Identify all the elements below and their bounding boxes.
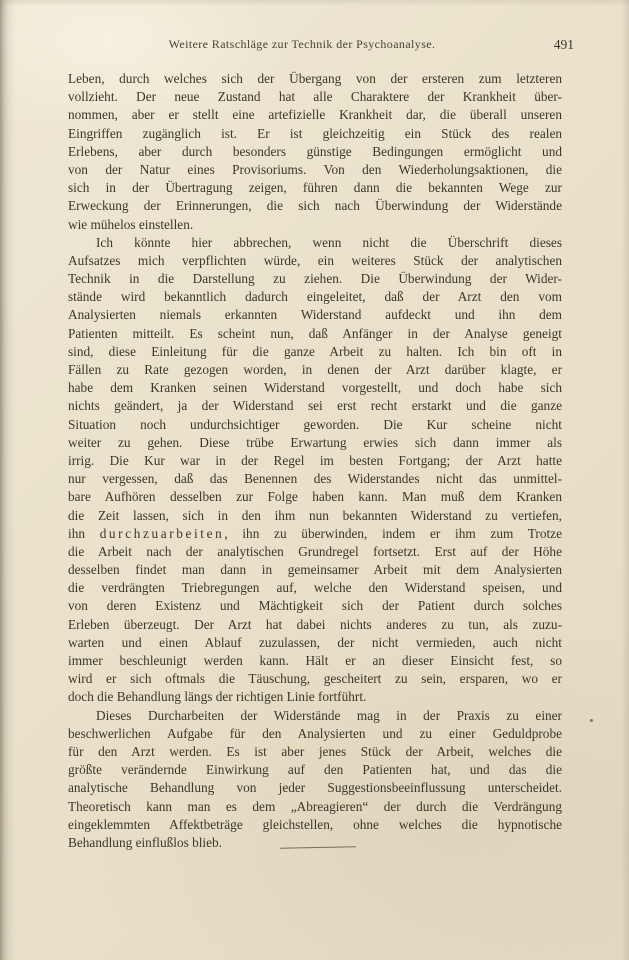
emphasized-spaced-word: durchzuarbeiten — [99, 525, 225, 541]
text-line: Aufsatzes mich verpflichten würde, ein weiteres Stück der analytischen — [68, 252, 562, 268]
text-line: Technik in die Darstellung zu ziehen. Die Überwindung der Wider- — [68, 271, 562, 287]
text-line: nommen, aber er stellt eine artefizielle Krankheit dar, die überall unseren — [68, 107, 562, 123]
text-line: eingeklemmten Affektbeträge gleichstellen, ohne welches die hypnotische — [68, 816, 562, 832]
ink-speck — [590, 719, 593, 722]
text-line: Fällen zu Rate gezogen worden, in denen der Arzt darüber klagte, er — [68, 362, 562, 377]
text-line: beschwerlichen Aufgabe für den Analysierten und zu einer Geduldprobe — [68, 725, 562, 741]
text-line: immer beschleunigt werden kann. Hält er an dieser Einsicht fest, so — [68, 653, 562, 668]
paragraph — [68, 70, 562, 234]
paragraph — [68, 707, 562, 853]
text-line: wird er sich oftmals die Täuschung, gescheitert zu sein, ersparen, wo er — [68, 671, 562, 687]
text-line: Analysierten niemals erkannten Widerstand aufdeckt und ihn dem — [68, 307, 562, 323]
running-head — [68, 37, 574, 53]
text-segment: , ihn zu überwinden, indem er ihm zum Trotze — [224, 525, 562, 541]
running-head-title: Weitere Ratschläge zur Technik der Psychoanalyse. — [168, 37, 436, 51]
page-body — [68, 70, 562, 848]
text-line: stände wird bekanntlich dadurch eingeleitet, daß der Arzt den vom — [68, 289, 562, 305]
text-line: Erleben überzeugt. Der Arzt hat dabei nichts anderes zu tun, als zuzu- — [68, 616, 562, 632]
paragraph — [68, 234, 562, 707]
text-line: vollzieht. Der neue Zustand hat alle Charaktere der Krankheit über- — [68, 89, 562, 105]
text-line: die Zeit lassen, sich in den ihm nun bekannten Widerstand zu vertiefen, — [68, 507, 562, 523]
text-line: Ich könnte hier abbrechen, wenn nicht die Überschrift dieses — [96, 234, 562, 250]
text-line: Patienten mitteilt. Es scheint nun, daß Anfänger in der Analyse geneigt — [68, 325, 562, 341]
text-segment: ihn — [68, 525, 100, 541]
text-line: Behandlung einflußlos blieb. — [68, 834, 222, 850]
text-line: doch die Behandlung längs der richtigen Linie fortführt. — [68, 689, 367, 705]
text-line: sind, diese Einleitung für die ganze Arbeit zu halten. Ich bin oft in — [68, 343, 562, 359]
page-edge-shadow-right — [621, 0, 629, 960]
text-line: Dieses Durcharbeiten der Widerstände mag in der Praxis zu einer — [96, 707, 562, 723]
text-line: warten und einen Ablauf zuzulassen, der nicht vermieden, auch nicht — [68, 634, 562, 650]
text-line: sich in der Übertragung zeigen, führen dann die bekannten Wege zur — [68, 180, 562, 196]
page-number: 491 — [553, 37, 574, 52]
text-line: Situation noch undurchsichtiger geworden. Die Kur scheine nicht — [68, 416, 562, 432]
text-line: für den Arzt werden. Es ist aber jenes Stück der Arbeit, welches die — [68, 743, 562, 759]
text-line: Leben, durch welches sich der Übergang von der ersteren zum letzteren — [68, 71, 562, 86]
text-line: Erweckung der Erinnerungen, die sich nach Überwindung der Widerstände — [68, 198, 562, 214]
text-line: die Arbeit nach der analytischen Grundregel fortsetzt. Erst auf der Höhe — [68, 543, 562, 559]
text-line: habe dem Kranken seinen Widerstand vorgestellt, und doch habe sich — [68, 380, 562, 396]
text-line: die verdrängten Triebregungen auf, welche den Widerstand speisen, und — [68, 580, 562, 596]
page-edge-shadow-left — [0, 0, 16, 960]
text-line: von deren Existenz und Mächtigkeit sich der Patient durch solches — [68, 598, 562, 614]
text-line: bare Aufhören desselben zur Folge haben kann. Man muß dem Kranken — [68, 489, 562, 505]
text-line: weiter zu gehen. Diese trübe Erwartung erwies sich dann immer als — [68, 434, 562, 450]
text-line: desselben findet man dann in gemeinsamer Arbeit mit dem Analysierten — [68, 562, 562, 578]
text-line: Theoretisch kann man es dem „Abreagieren“ der durch die Verdrängung — [68, 798, 562, 814]
text-line: Erlebens, aber durch besonders günstige Bedingungen ermöglicht und — [68, 143, 562, 159]
text-line: wie mühelos einstellen. — [68, 216, 194, 232]
page-edge-shadow-top — [0, 0, 629, 6]
text-line: nur vergessen, daß das Benennen des Widerstandes nicht das unmittel- — [68, 471, 562, 487]
text-line: nichts geändert, ja der Widerstand sei erst recht erstarkt und die ganze — [68, 398, 562, 414]
text-line: analytische Behandlung von jeder Suggestionsbeeinflussung unterscheidet. — [68, 780, 562, 796]
text-line: größte verändernde Einwirkung auf den Patienten hat, und das die — [68, 762, 562, 778]
text-line — [68, 525, 562, 543]
text-line: Eingriffen zugänglich ist. Er ist gleichzeitig ein Stück des realen — [68, 125, 562, 141]
text-line: von der Natur eines Provisoriums. Von den Wiederholungsaktionen, die — [68, 161, 562, 177]
text-line: irrig. Die Kur war in der Regel im besten Fortgang; der Arzt hatte — [68, 452, 562, 468]
